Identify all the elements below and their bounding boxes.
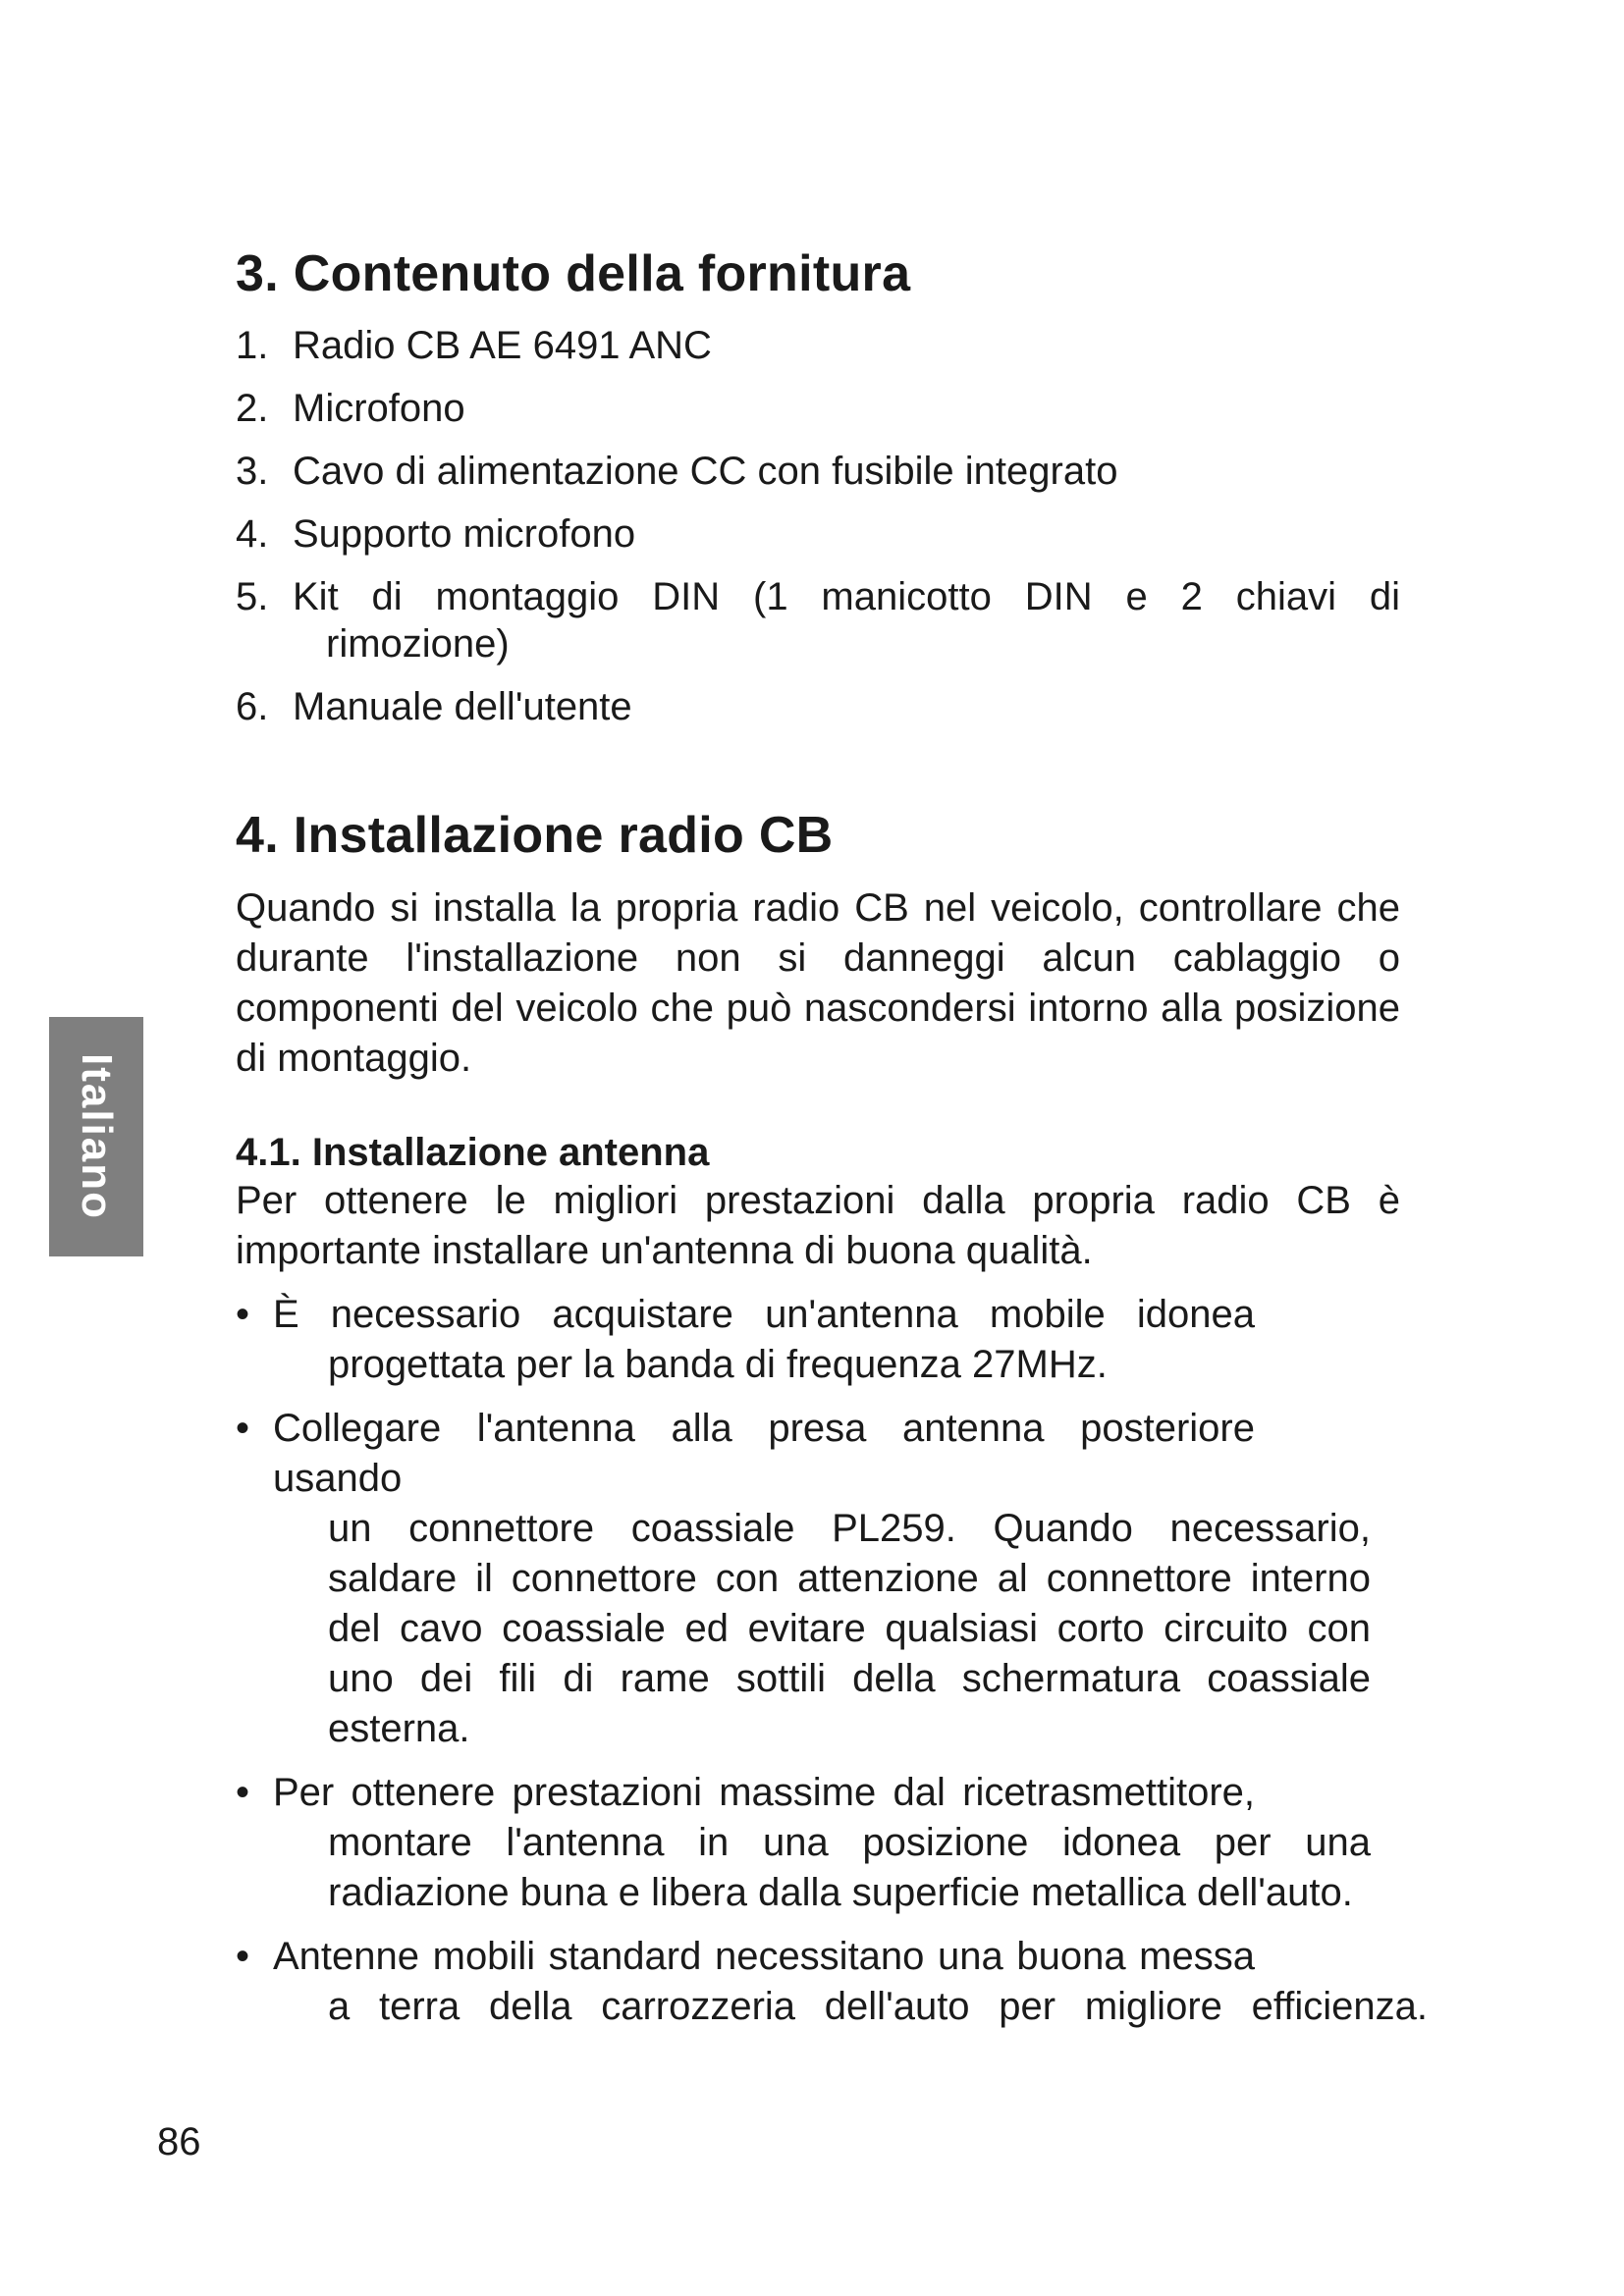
list-item-text: Supporto microfono (293, 512, 636, 556)
bullet-continuation: progettata per la banda di frequenza 27MHz. (328, 1343, 1108, 1386)
bullet-dot: • (236, 1935, 250, 1978)
section-4-intro: Quando si installa la propria radio CB nel veicolo, controllare che durante l'installazione non si danneggi alcun cablaggio o componenti del veicolo che può nascondersi intorno alla posizione di montaggio. (236, 886, 1400, 1080)
supply-list (236, 322, 1400, 730)
subsection-antenna-title: 4.1. Installazione antenna (236, 1131, 710, 1174)
subsection-antenna-body: Per ottenere le migliori prestazioni dalla propria radio CB è importante installare un'antenna di buona qualità. (236, 1179, 1400, 1272)
bullet-first-line: È necessario acquistare un'antenna mobile idonea (273, 1293, 1255, 1336)
list-item-text: Radio CB AE 6491 ANC (293, 324, 712, 367)
bullet-dot: • (236, 1407, 250, 1450)
list-item-number: 6. (236, 685, 269, 728)
list-item-text: Microfono (293, 387, 465, 430)
language-tab-label: Italiano (73, 1052, 121, 1221)
list-item (236, 385, 1400, 432)
bullet-item (236, 1932, 1428, 2032)
bullet-continuation: montare l'antenna in una posizione idonea per una radiazione buna e libera dalla superficie metallica dell'auto. (328, 1821, 1371, 1914)
antenna-bullet-list (236, 1290, 1428, 2032)
list-item-number: 2. (236, 387, 269, 430)
list-item-number: 1. (236, 324, 269, 367)
list-item (236, 322, 1400, 369)
bullet-first-line: Antenne mobili standard necessitano una buona messa (273, 1935, 1255, 1978)
bullet-continuation: a terra della carrozzeria dell'auto per migliore efficienza. (328, 1985, 1428, 2028)
bullet-first-line: Collegare l'antenna alla presa antenna posteriore usando (273, 1407, 1255, 1500)
list-item-text: Kit di montaggio DIN (1 manicotto DIN e 2 chiavi di (293, 575, 1400, 618)
bullet-item (236, 1290, 1400, 1390)
list-item-text: Manuale dell'utente (293, 685, 632, 728)
bullet-dot: • (236, 1293, 250, 1336)
page-content (236, 243, 1428, 2046)
list-item-number: 3. (236, 450, 269, 493)
list-item-number: 5. (236, 575, 269, 618)
section-installation (236, 805, 1428, 2032)
list-item-number: 4. (236, 512, 269, 556)
bullet-continuation: un connettore coassiale PL259. Quando necessario, saldare il connettore con attenzione al connettore interno del cavo coassiale ed evitare qualsiasi corto circuito con uno dei fili di rame sottili della schermatura coassiale esterna. (328, 1507, 1371, 1750)
list-item (236, 573, 1400, 667)
list-item-text: Cavo di alimentazione CC con fusibile integrato (293, 450, 1118, 493)
bullet-first-line: Per ottenere prestazioni massime dal ricetrasmettitore, (273, 1771, 1255, 1814)
list-item (236, 448, 1400, 495)
bullet-item (236, 1768, 1400, 1918)
list-item (236, 683, 1400, 730)
section-4-title: 4. Installazione radio CB (236, 807, 834, 864)
bullet-item (236, 1404, 1400, 1754)
language-tab (49, 1017, 143, 1256)
page-number: 86 (157, 2120, 201, 2163)
list-item (236, 510, 1400, 558)
section-supply-contents (236, 243, 1400, 730)
bullet-dot: • (236, 1771, 250, 1814)
list-item-text-continued: rimozione) (326, 622, 510, 666)
section-3-title: 3. Contenuto della fornitura (236, 245, 911, 302)
